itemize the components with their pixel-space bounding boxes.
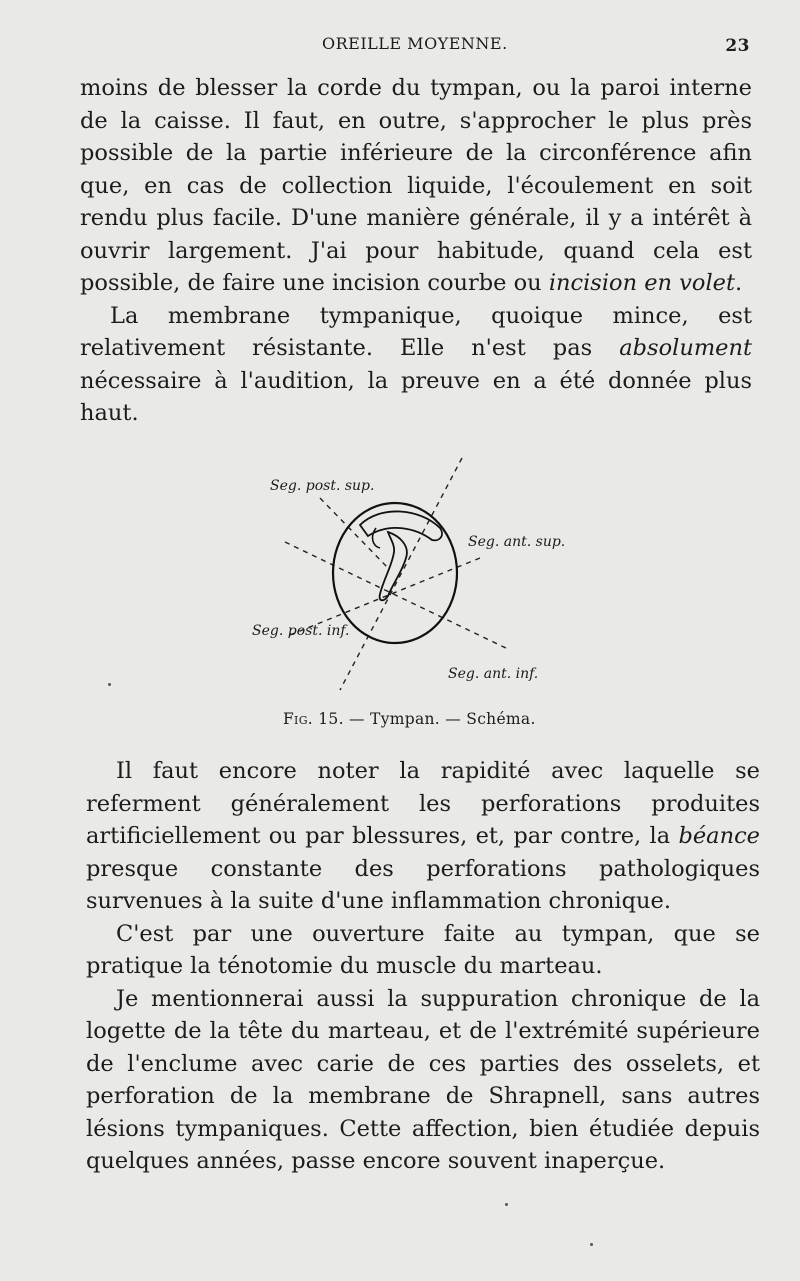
paragraph-1-italic: incision en volet — [548, 270, 735, 296]
paragraph-3-text-end: presque constante des perforations pathologiques survenues à la suite d'une inflammation chronique. — [86, 855, 760, 914]
paragraph-3-text: Il faut encore noter la rapidité avec laquelle se referment généralement les perforations produites artificiellement ou par blessures, et, par contre, la — [86, 758, 760, 849]
paragraph-3-italic: béance — [678, 823, 760, 849]
text-block-bottom — [86, 755, 760, 1178]
tympan-outline — [333, 503, 457, 643]
paragraph-3 — [86, 755, 760, 918]
figure-caption-text: — Tympan. — Schéma. — [343, 710, 536, 728]
page-number: 23 — [725, 36, 750, 56]
paragraph-1-text: moins de blesser la corde du tympan, ou la paroi interne de la caisse. Il faut, en outre, s'approcher le plus près possible de la partie inférieure de la circonférence afin que, en cas de collection liquide, l'écoulement en soit rendu plus facile. D'une manière générale, il y a intérêt à ouvrir largement. J'ai pour habitude, quand cela est possible, de faire une incision courbe ou — [80, 75, 752, 296]
label-seg-ant-inf: Seg. ant. inf. — [448, 666, 539, 682]
paragraph-5: Je mentionnerai aussi la suppuration chronique de la logette de la tête du marteau, et de l'extrémité supérieure de l'enclume avec carie de ces parties des osselets, et perforation de la membrane de Shrapnell, sans autres lésions tympaniques. Cette affection, bien étudiée depuis quelques années, passe encore souvent inaperçue. — [86, 985, 760, 1174]
paragraph-2 — [80, 300, 752, 430]
running-head — [0, 34, 800, 58]
paper-speck — [505, 1203, 508, 1206]
label-seg-post-inf: Seg. post. inf. — [252, 623, 350, 639]
figure-number: Fig. 15. — [283, 710, 344, 728]
label-seg-ant-sup: Seg. ant. sup. — [468, 534, 566, 550]
tympan-schema-figure — [240, 450, 600, 700]
paragraph-1-end: . — [735, 270, 743, 296]
running-title: OREILLE MOYENNE. — [322, 34, 508, 53]
paragraph-2-italic: absolument — [619, 335, 752, 361]
paragraph-2-text: La membrane tympanique, quoique mince, est relativement résistante. Elle n'est pas — [80, 302, 752, 361]
paragraph-1 — [80, 72, 752, 300]
dashed-axis-line — [320, 498, 388, 568]
paper-speck — [108, 683, 111, 686]
paper-speck — [590, 1243, 593, 1246]
paragraph-2-text-end: nécessaire à l'audition, la preuve en a été donnée plus haut. — [80, 367, 752, 426]
label-seg-post-sup: Seg. post. sup. — [270, 478, 375, 494]
paragraph-4: C'est par une ouverture faite au tympan, que se pratique la ténotomie du muscle du marteau. — [86, 920, 760, 979]
text-block-top — [80, 72, 752, 430]
tympan-diagram — [240, 450, 600, 700]
